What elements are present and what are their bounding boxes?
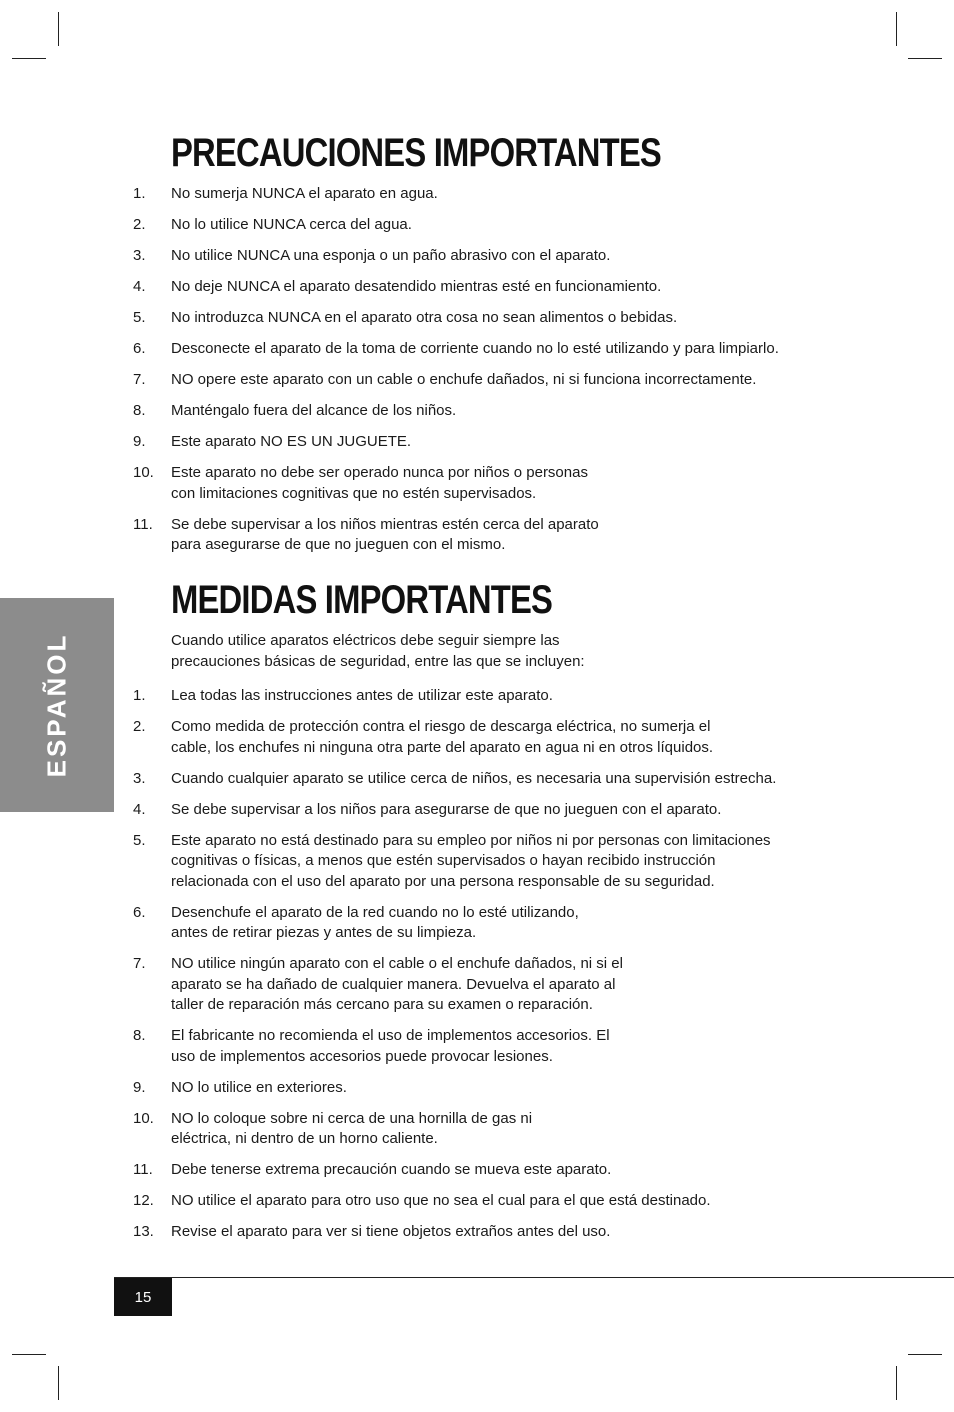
list-item-number: 5. [133,309,146,326]
language-tab-label: ESPAÑOL [41,632,72,778]
list-item-text: Como medida de protección contra el riesgo de descarga eléctrica, no sumerja el cable, los enchufes ni ninguna otra parte del aparato en agua ni en otros líquidos. [171,718,714,756]
list-item-number: 3. [133,769,146,787]
page-number: 15 [114,1278,172,1316]
list-item-number: 8. [133,1027,146,1044]
list-item-text: Desenchufe el aparato de la red cuando no lo esté utilizando, antes de retirar piezas y antes de su limpieza. [171,903,579,941]
list-item-text: NO lo coloque sobre ni cerca de una hornilla de gas ni eléctrica, ni dentro de un horno caliente. [171,1109,533,1147]
list-item-text: NO lo utilice en exteriores. [171,1078,347,1096]
crop-mark [12,1354,46,1355]
list-item-text: NO opere este aparato con un cable o enchufe dañados, ni si funciona incorrectamente. [171,371,757,388]
list-item-text: No utilice NUNCA una esponja o un paño abrasivo con el aparato. [171,247,611,264]
language-tab [0,598,114,812]
list-item-number: 7. [133,371,146,388]
list-item-number: 1. [133,687,146,704]
list-item-text: Se debe supervisar a los niños mientras estén cerca del aparato para asegurarse de que no jueguen con el mismo. [171,515,599,553]
list-item-text: Manténgalo fuera del alcance de los niños. [171,402,457,419]
list-item-number: 7. [133,955,146,972]
crop-mark [908,1354,942,1355]
list-item-text: No introduzca NUNCA en el aparato otra cosa no sean alimentos o bebidas. [171,309,678,326]
list-item-number: 6. [133,340,146,357]
list-item-number: 3. [133,247,146,264]
list-item-number: 2. [133,216,146,233]
list-item-number: 2. [133,718,146,735]
list-item-number: 11. [133,515,153,533]
footer-rule [114,1277,954,1278]
list-item-number: 4. [133,278,146,295]
list-item-number: 11. [133,1161,153,1178]
list-item-text: Desconecte el aparato de la toma de corriente cuando no lo esté utilizando y para limpiarlo. [171,340,779,357]
list-item-text: Lea todas las instrucciones antes de utilizar este aparato. [171,687,553,704]
list-item-text: Se debe supervisar a los niños para asegurarse de que no jueguen con el aparato. [171,800,722,818]
list-item-text: El fabricante no recomienda el uso de implementos accesorios. El uso de implementos accesorios puede provocar lesiones. [171,1027,610,1065]
list-item-text: No sumerja NUNCA el aparato en agua. [171,185,438,202]
crop-mark [12,58,46,59]
list-item-number: 6. [133,903,146,921]
list-item-number: 5. [133,831,146,849]
list-item-number: 10. [133,464,154,481]
list-item-number: 10. [133,1109,154,1127]
list-item-number: 9. [133,433,146,450]
crop-mark [58,1366,59,1400]
list-item-text: Revise el aparato para ver si tiene objetos extraños antes del uso. [171,1223,611,1240]
list-item-number: 12. [133,1192,154,1209]
section-title-precauciones: PRECAUCIONES IMPORTANTES [171,131,661,175]
crop-mark [896,12,897,46]
list-item-number: 9. [133,1078,146,1096]
medidas-intro: Cuando utilice aparatos eléctricos debe seguir siempre las precauciones básicas de seguridad, entre las que se incluyen: [171,632,585,670]
list-item-text: Debe tenerse extrema precaución cuando se mueva este aparato. [171,1161,612,1178]
crop-mark [896,1366,897,1400]
crop-mark [908,58,942,59]
list-item-text: No lo utilice NUNCA cerca del agua. [171,216,412,233]
list-item-number: 4. [133,800,146,818]
list-item-text: Este aparato NO ES UN JUGUETE. [171,433,412,450]
list-item-number: 13. [133,1223,154,1240]
list-item-text: Cuando cualquier aparato se utilice cerca de niños, es necesaria una supervisión estrecha. [171,769,777,787]
list-item-number: 8. [133,402,146,419]
section-title-medidas: MEDIDAS IMPORTANTES [171,578,553,622]
list-item-text: NO utilice ningún aparato con el cable o el enchufe dañados, ni si el aparato se ha dañado de cualquier manera. Devuelva el aparato al taller de reparación más cercano para su examen o reparación. [171,955,623,1013]
list-item-text: NO utilice el aparato para otro uso que no sea el cual para el que está destinado. [171,1192,711,1209]
list-item-text: Este aparato no debe ser operado nunca por niños o personas con limitaciones cognitivas que no estén supervisados. [171,464,588,502]
list-item-text: Este aparato no está destinado para su empleo por niños ni por personas con limitaciones cognitivas o físicas, a menos que estén supervisados o hayan recibido instrucción relacionada con el uso del aparato por una persona responsable de su seguridad. [171,831,771,890]
crop-mark [58,12,59,46]
list-item-text: No deje NUNCA el aparato desatendido mientras esté en funcionamiento. [171,278,662,295]
list-item-number: 1. [133,185,146,202]
